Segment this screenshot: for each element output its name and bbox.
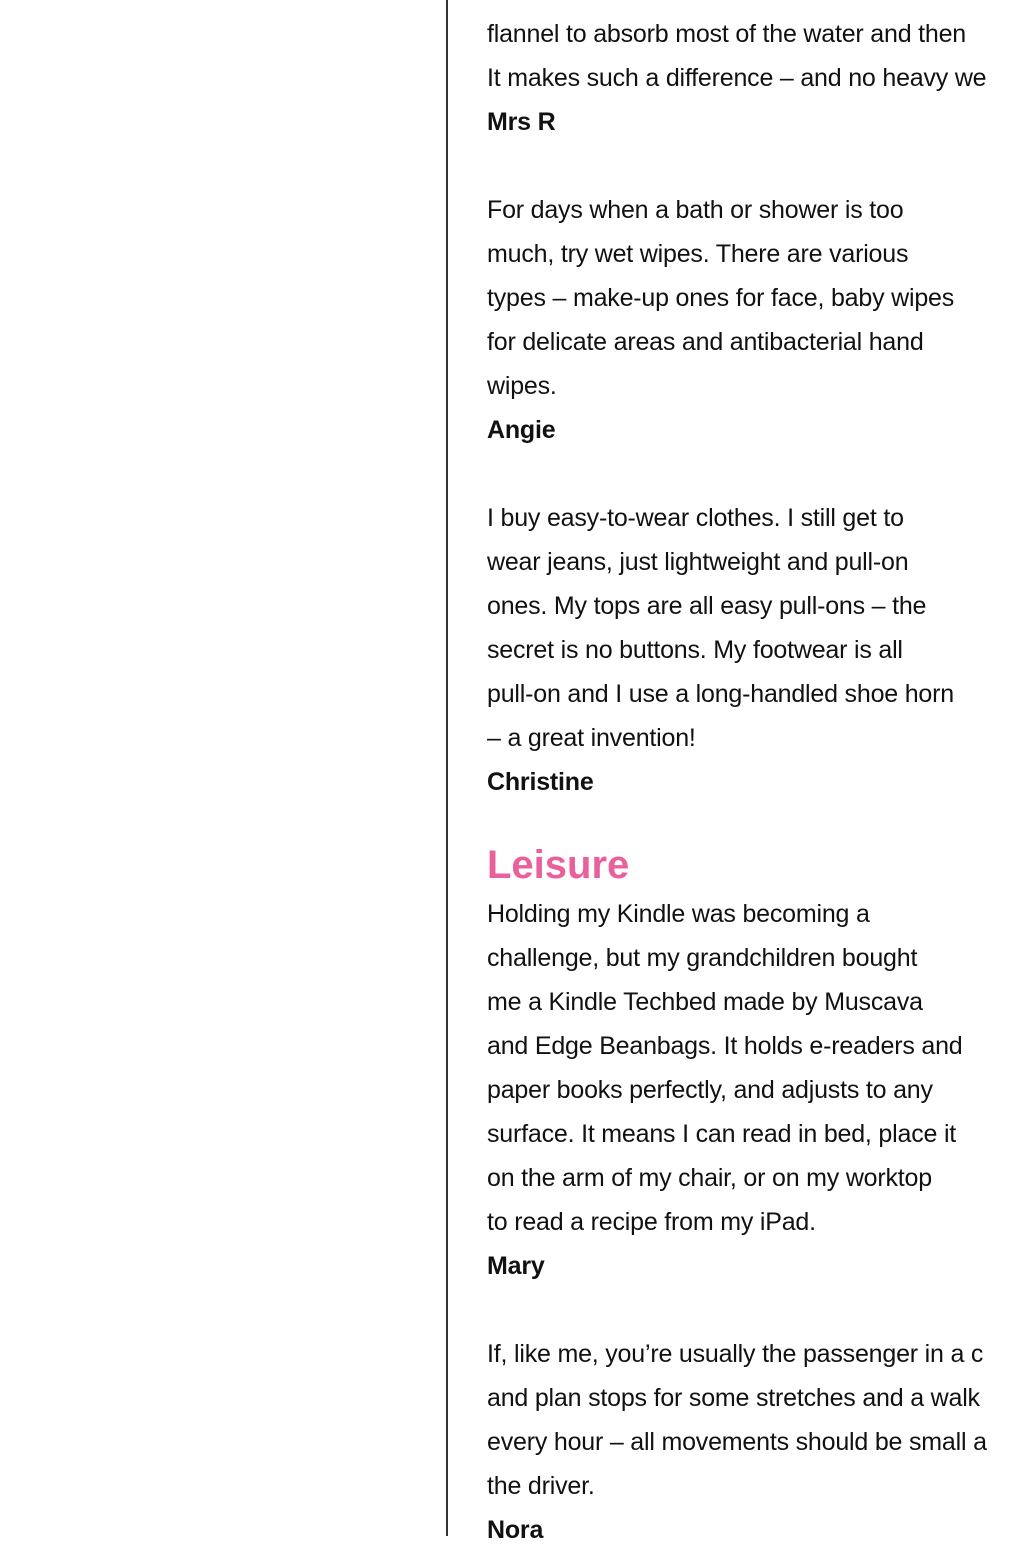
tip-line: pull-on and I use a long-handled shoe horn [487,680,954,708]
tip-line: flannel to absorb most of the water and then [487,20,967,48]
column-divider [446,0,448,1536]
tip-line: much, try wet wipes. There are various [487,240,909,268]
section-heading-leisure: Leisure [487,843,630,887]
tip-christine [487,496,1024,804]
tip-line: If, like me, you’re usually the passenger in a c [487,1340,984,1368]
tip-line: I buy easy-to-wear clothes. I still get to [487,504,904,532]
tip-line: the driver. [487,1472,595,1500]
tip-line: challenge, but my grandchildren bought [487,944,918,972]
tip-line: It makes such a difference – and no heavy we [487,64,987,92]
tip-line: and Edge Beanbags. It holds e-readers and [487,1032,963,1060]
tip-line: ones. My tops are all easy pull-ons – the [487,592,927,620]
tip-line: and plan stops for some stretches and a walk [487,1384,980,1412]
tip-author: Mary [487,1252,545,1280]
tip-line: Holding my Kindle was becoming a [487,900,870,928]
tip-line: every hour – all movements should be small a [487,1428,987,1456]
tip-line: secret is no buttons. My footwear is all [487,636,903,664]
tip-line: on the arm of my chair, or on my worktop [487,1164,932,1192]
tip-line: wipes. [487,372,557,400]
tip-line: For days when a bath or shower is too [487,196,904,224]
tip-author: Mrs R [487,108,556,136]
tip-mrs-r [487,12,1024,144]
tip-line: paper books perfectly, and adjusts to any [487,1076,933,1104]
tip-angie [487,188,1024,452]
tip-nora [487,1332,1024,1552]
tip-author: Nora [487,1516,544,1544]
tip-line: me a Kindle Techbed made by Muscava [487,988,923,1016]
tip-author: Angie [487,416,556,444]
tip-line: wear jeans, just lightweight and pull-on [487,548,909,576]
tip-line: – a great invention! [487,724,696,752]
tip-line: for delicate areas and antibacterial hand [487,328,924,356]
tip-line: surface. It means I can read in bed, place it [487,1120,957,1148]
tip-author: Christine [487,768,594,796]
tip-mary [487,892,1024,1288]
tip-line: types – make-up ones for face, baby wipes [487,284,955,312]
tip-line: to read a recipe from my iPad. [487,1208,816,1236]
